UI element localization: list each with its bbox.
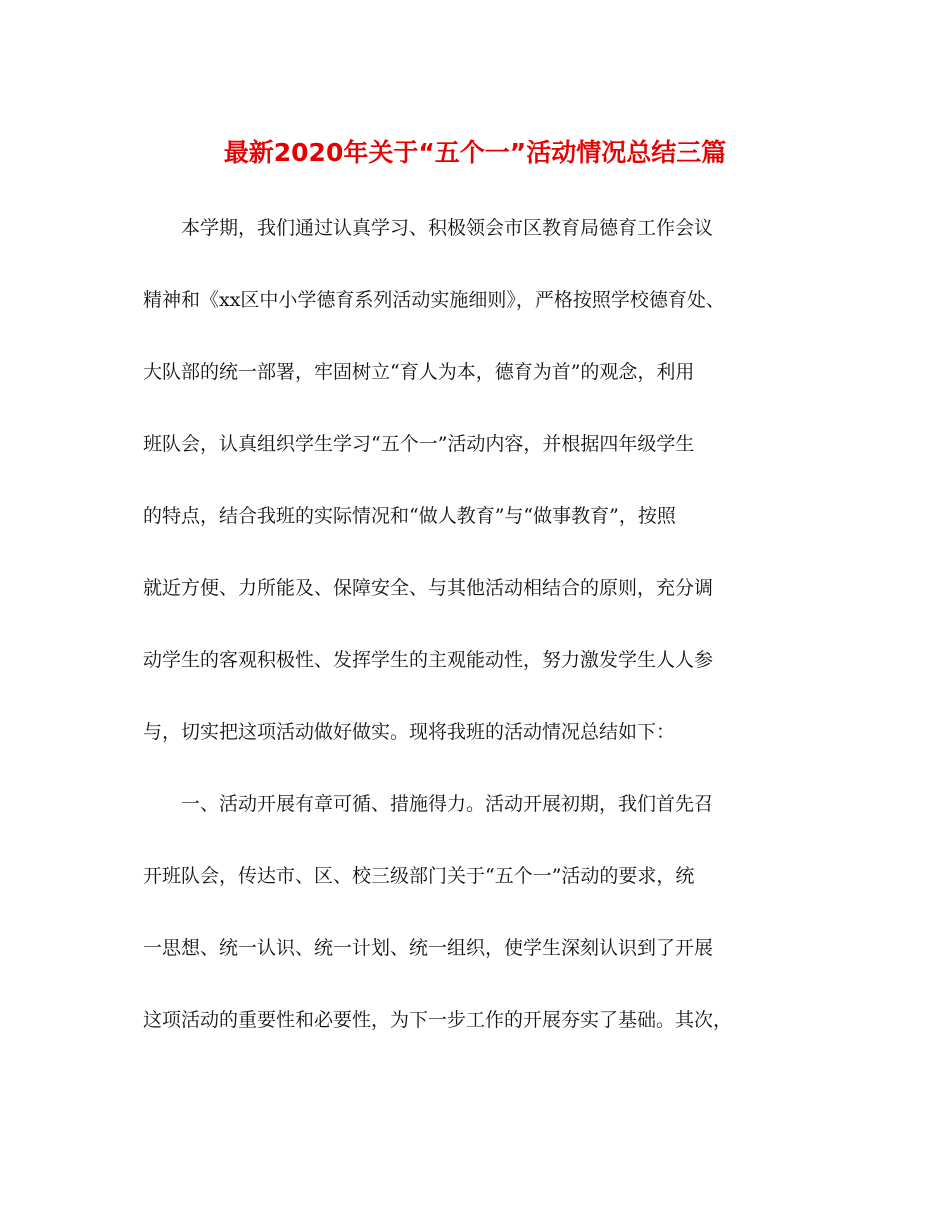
- paragraph-line: 的特点，结合我班的实际情况和“做人教育”与“做事教育”，按照: [143, 505, 676, 527]
- paragraph-line: 一、活动开展有章可循、措施得力。活动开展初期，我们首先召: [143, 793, 714, 815]
- paragraph-line: 本学期，我们通过认真学习、积极领会市区教育局德育工作会议: [143, 217, 714, 239]
- paragraph-line: 开班队会，传达市、区、校三级部门关于“五个一”活动的要求，统: [143, 865, 695, 887]
- paragraph-line: 动学生的客观积极性、发挥学生的主观能动性，努力激发学生人人参: [143, 649, 714, 671]
- paragraph-line: 精神和《xx区中小学德育系列活动实施细则》，严格按照学校德育处、: [143, 289, 725, 311]
- paragraph-line: 与，切实把这项活动做好做实。现将我班的活动情况总结如下：: [143, 721, 676, 743]
- paragraph-line: 大队部的统一部署，牢固树立“育人为本，德育为首”的观念，利用: [143, 361, 695, 383]
- document-title: 最新2020年关于“五个一”活动情况总结三篇: [223, 138, 727, 167]
- paragraph-line: 一思想、统一认识、统一计划、统一组织，使学生深刻认识到了开展: [143, 937, 714, 959]
- paragraph-line: 这项活动的重要性和必要性，为下一步工作的开展夯实了基础。其次，: [143, 1009, 733, 1031]
- paragraph-line: 就近方便、力所能及、保障安全、与其他活动相结合的原则，充分调: [143, 577, 714, 599]
- paragraph-line: 班队会，认真组织学生学习“五个一”活动内容，并根据四年级学生: [143, 433, 695, 455]
